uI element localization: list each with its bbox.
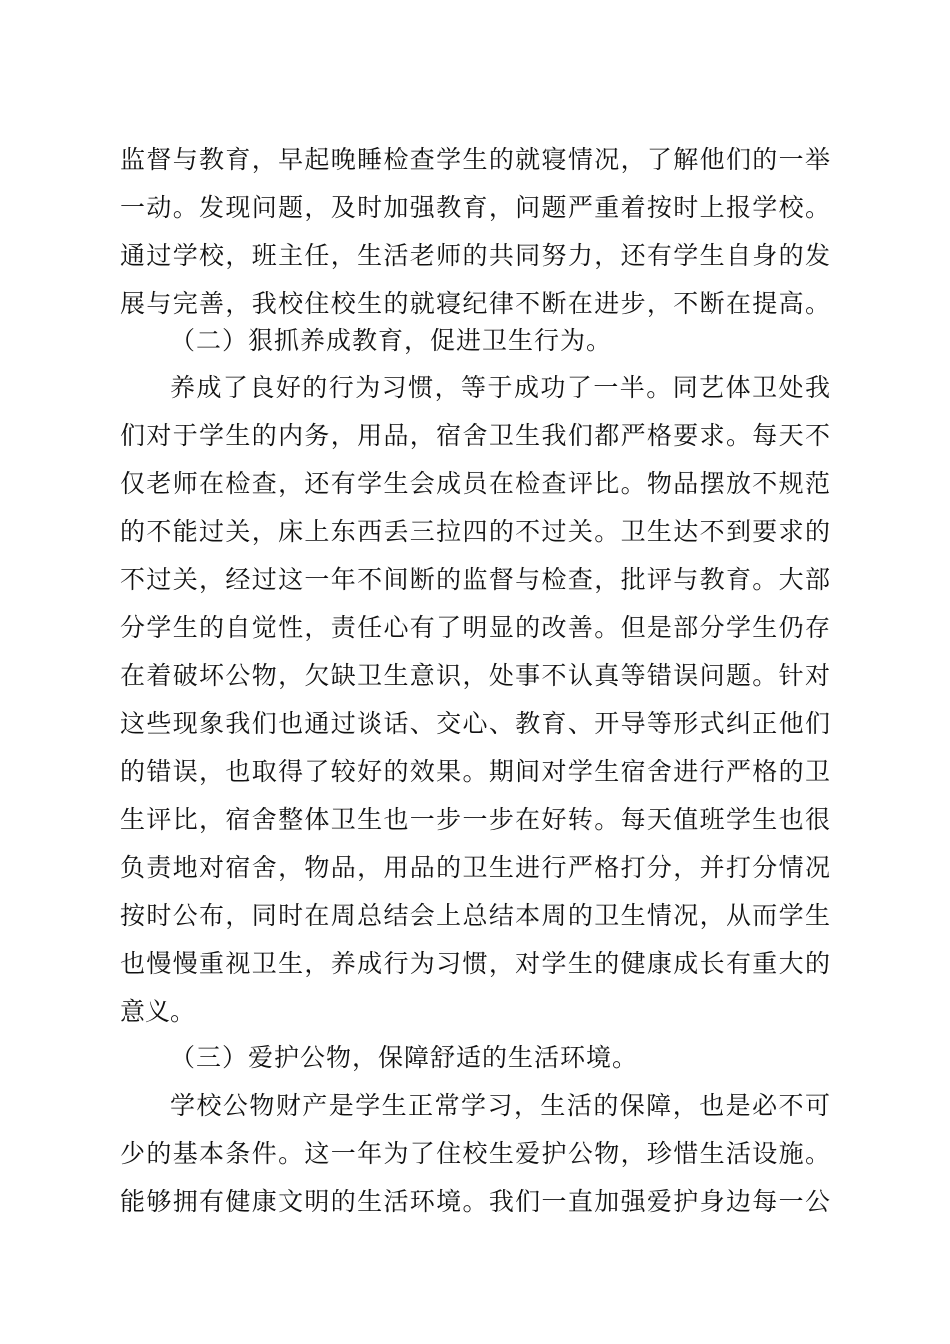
- paragraph-line: 的不能过关，床上东西丢三拉四的不过关。卫生达不到要求的: [120, 517, 830, 546]
- paragraph-line: 按时公布，同时在周总结会上总结本周的卫生情况，从而学生: [120, 901, 830, 930]
- paragraph-line: 也慢慢重视卫生，养成行为习惯，对学生的健康成长有重大的: [120, 949, 830, 978]
- paragraph-line: 的错误，也取得了较好的效果。期间对学生宿舍进行严格的卫: [120, 757, 830, 786]
- paragraph-line: 一动。发现问题，及时加强教育，问题严重着按时上报学校。: [120, 193, 830, 222]
- paragraph-line: 通过学校，班主任，生活老师的共同努力，还有学生自身的发: [120, 241, 830, 270]
- paragraph-line: 意义。: [120, 997, 196, 1026]
- paragraph-line: 不过关，经过这一年不间断的监督与检查，批评与教育。大部: [120, 565, 830, 594]
- section-heading-three: （三）爱护公物，保障舒适的生活环境。: [170, 1043, 639, 1072]
- paragraph-line: 养成了良好的行为习惯，等于成功了一半。同艺体卫处我: [170, 373, 830, 402]
- paragraph-line: 生评比，宿舍整体卫生也一步一步在好转。每天值班学生也很: [120, 805, 830, 834]
- paragraph-line: 少的基本条件。这一年为了住校生爱护公物，珍惜生活设施。: [120, 1139, 830, 1168]
- paragraph-line: 监督与教育，早起晚睡检查学生的就寝情况，了解他们的一举: [120, 145, 830, 174]
- paragraph-line: 展与完善，我校住校生的就寝纪律不断在进步，不断在提高。: [120, 289, 830, 318]
- paragraph-line: 们对于学生的内务，用品，宿舍卫生我们都严格要求。每天不: [120, 421, 830, 450]
- paragraph-line: 负责地对宿舍，物品，用品的卫生进行严格打分，并打分情况: [120, 853, 830, 882]
- section-heading-two: （二）狠抓养成教育，促进卫生行为。: [170, 326, 613, 355]
- paragraph-line: 这些现象我们也通过谈话、交心、教育、开导等形式纠正他们: [120, 709, 830, 738]
- paragraph-line: 仅老师在检查，还有学生会成员在检查评比。物品摆放不规范: [120, 469, 830, 498]
- paragraph-line: 分学生的自觉性，责任心有了明显的改善。但是部分学生仍存: [120, 613, 830, 642]
- paragraph-line: 能够拥有健康文明的生活环境。我们一直加强爱护身边每一公: [120, 1187, 830, 1216]
- paragraph-line: 在着破坏公物，欠缺卫生意识，处事不认真等错误问题。针对: [120, 661, 830, 690]
- paragraph-line: 学校公物财产是学生正常学习，生活的保障，也是必不可: [170, 1091, 830, 1120]
